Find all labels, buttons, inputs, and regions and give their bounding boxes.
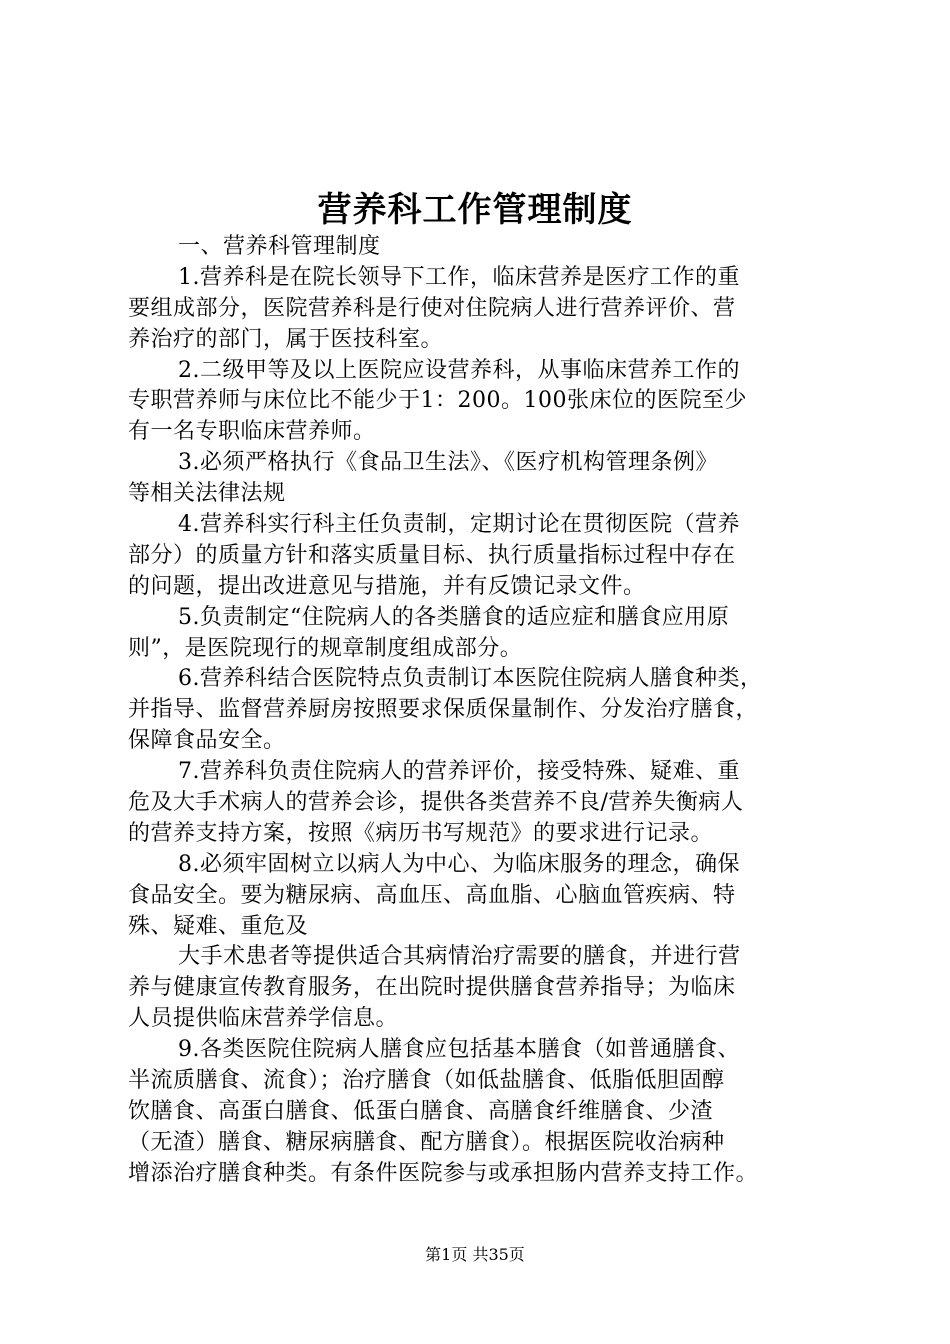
body-text-line: 专职营养师与床位比不能少于1：200。100张床位的医院至少 (128, 388, 747, 414)
body-text-line: 要组成部分，医院营养科是行使对住院病人进行营养评价、营 (128, 295, 736, 321)
body-text-line: 保障食品安全。 (128, 728, 286, 754)
body-text-line: 有一名专职临床营养师。 (128, 419, 376, 445)
body-text-line: 食品安全。要为糖尿病、高血压、高血脂、心脑血管疾病、特 (128, 882, 736, 908)
document-title: 营养科工作管理制度 (317, 190, 633, 230)
body-text-line: 殊、疑难、重危及 (128, 913, 309, 939)
page-number-footer: 第1页 共35页 (425, 1245, 525, 1264)
body-text-line: 并指导、监督营养厨房按照要求保质保量制作、分发治疗膳食， (128, 697, 759, 723)
body-text-line: 6.营养科结合医院特点负责制订本医院住院病人膳食种类， (178, 666, 763, 692)
body-text-line: 饮膳食、高蛋白膳食、低蛋白膳食、高膳食纤维膳食、少渣 (128, 1098, 714, 1124)
body-text-line: 则”，是医院现行的规章制度组成部分。 (128, 635, 523, 661)
body-text-line: 养治疗的部门，属于医技科室。 (128, 326, 444, 352)
body-text-line: 大手术患者等提供适合其病情治疗需要的膳食，并进行营 (178, 944, 741, 970)
body-text-line: 8.必须牢固树立以病人为中心、为临床服务的理念，确保 (178, 851, 740, 877)
body-text-line: 危及大手术病人的营养会诊，提供各类营养不良/营养失衡病人 (128, 790, 744, 816)
body-text-line: 一、营养科管理制度 (178, 234, 381, 259)
body-text-line: 2.二级甲等及以上医院应设营养科，从事临床营养工作的 (178, 357, 740, 383)
body-text-line: 的问题，提出改进意见与措施，并有反馈记录文件。 (128, 573, 646, 599)
body-text-line: 养与健康宣传教育服务，在出院时提供膳食营养指导；为临床 (128, 975, 736, 1001)
body-text-line: 3.必须严格执行《食品卫生法》、《医疗机构管理条例》 (178, 450, 718, 476)
body-text-line: 4.营养科实行科主任负责制，定期讨论在贯彻医院（营养 (178, 512, 740, 538)
body-text-line: 增添治疗膳食种类。有条件医院参与或承担肠内营养支持工作。 (128, 1160, 759, 1186)
body-text-line: 等相关法律法规 (128, 481, 286, 507)
body-text-line: （无渣）膳食、糖尿病膳食、配方膳食）。根据医院收治病种 (128, 1129, 725, 1155)
body-text-line: 部分）的质量方针和落实质量目标、执行质量指标过程中存在 (128, 542, 736, 568)
document-body (128, 232, 828, 1190)
body-text-line: 9.各类医院住院病人膳食应包括基本膳食（如普通膳食、 (178, 1037, 740, 1063)
body-text-line: 半流质膳食、流食）；治疗膳食（如低盐膳食、低脂低胆固醇 (128, 1068, 725, 1094)
body-text-line: 7.营养科负责住院病人的营养评价，接受特殊、疑难、重 (178, 759, 740, 785)
body-text-line: 1.营养科是在院长领导下工作，临床营养是医疗工作的重 (178, 264, 740, 290)
body-text-line: 人员提供临床营养学信息。 (128, 1006, 399, 1032)
body-text-line: 的营养支持方案，按照《病历书写规范》的要求进行记录。 (128, 820, 714, 846)
body-text-line: 5.负责制定“住院病人的各类膳食的适应症和膳食应用原 (178, 604, 730, 630)
